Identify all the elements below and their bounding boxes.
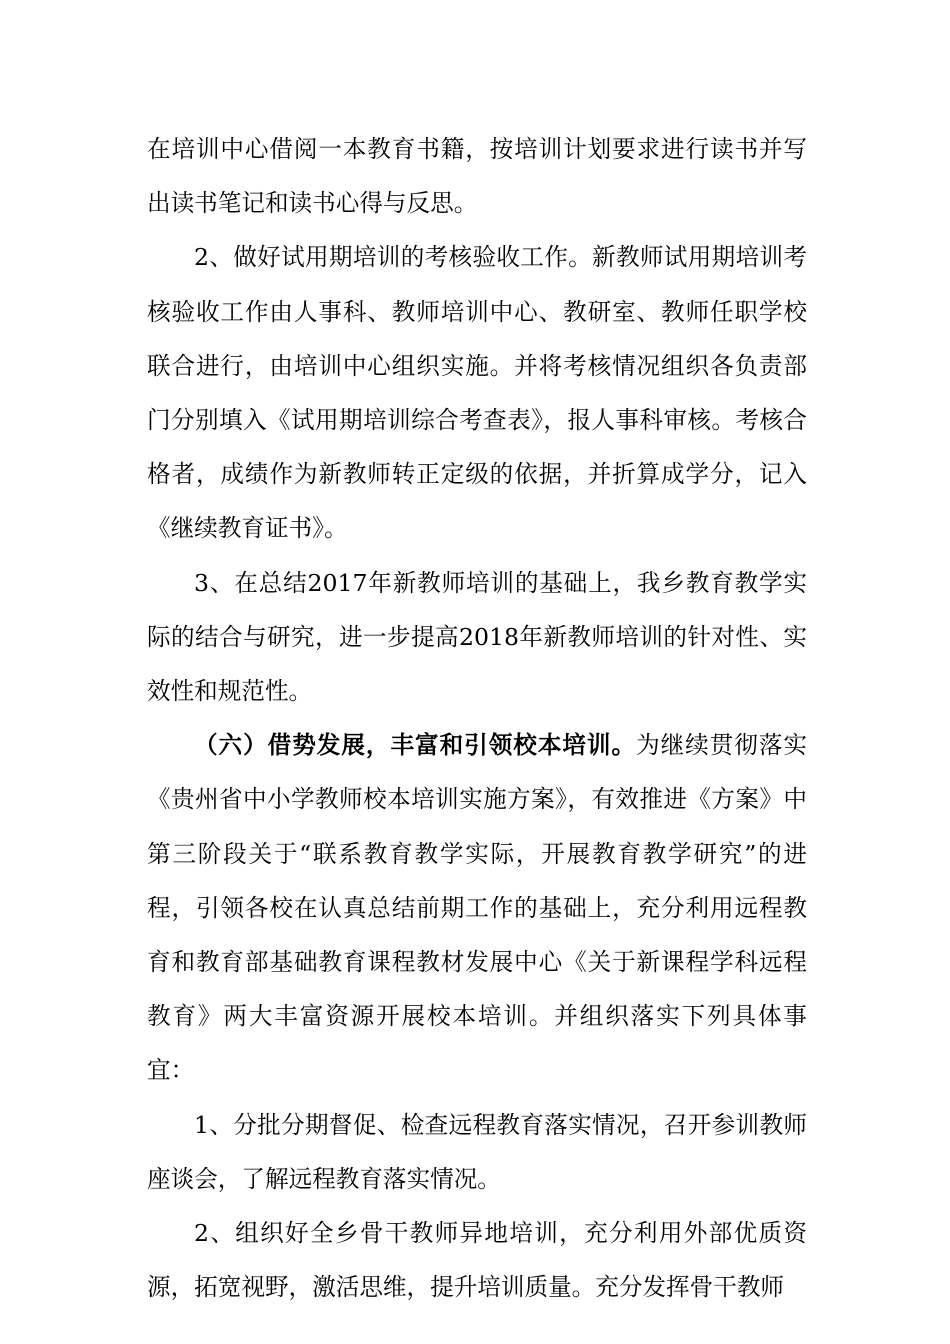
section-heading: （六）借势发展，丰富和引领校本培训。 — [194, 731, 637, 760]
paragraph-text: 为继续贯彻落实《贵州省中小学教师校本培训实施方案》，有效推进《方案》中第三阶段关于“联系教育教学实际，开展教育教学研究”的进程，引领各校在认真总结前期工作的基础上，充分利用远程教育和教育部基础教育课程教材发展中心《关于新课程学科远程教育》两大丰富资源开展校本培训。并组织落实下列具体事宜： — [147, 731, 808, 1085]
paragraph-text: 1、分批分期督促、检查远程教育落实情况，召开参训教师座谈会，了解远程教育落实情况。 — [147, 1110, 807, 1193]
paragraph-item-2-training — [147, 1206, 807, 1314]
paragraph-text: 2、组织好全乡骨干教师异地培训，充分利用外部优质资源，拓宽视野，激活思维，提升培训质量。充分发挥骨干教师 — [147, 1219, 807, 1302]
paragraph-section-six — [147, 718, 807, 1097]
paragraph-item-1-remote — [147, 1098, 807, 1206]
paragraph-item-2-assessment — [147, 230, 807, 555]
paragraph-text: 在培训中心借阅一本教育书籍，按培训计划要求进行读书并写出读书笔记和读书心得与反思。 — [147, 135, 807, 218]
paragraph-text: 3、在总结2017年新教师培训的基础上，我乡教育教学实际的结合与研究，进一步提高2018年新教师培训的针对性、实效性和规范性。 — [147, 568, 807, 706]
paragraph-continuation — [147, 122, 807, 230]
paragraph-text: 2、做好试用期培训的考核验收工作。新教师试用期培训考核验收工作由人事科、教师培训中心、教研室、教师任职学校联合进行，由培训中心组织实施。并将考核情况组织各负责部门分别填入《试用期培训综合考查表》，报人事科审核。考核合格者，成绩作为新教师转正定级的依据，并折算成学分，记入《继续教育证书》。 — [147, 243, 807, 543]
paragraph-item-3-summary — [147, 556, 807, 719]
document-body — [147, 122, 807, 1314]
